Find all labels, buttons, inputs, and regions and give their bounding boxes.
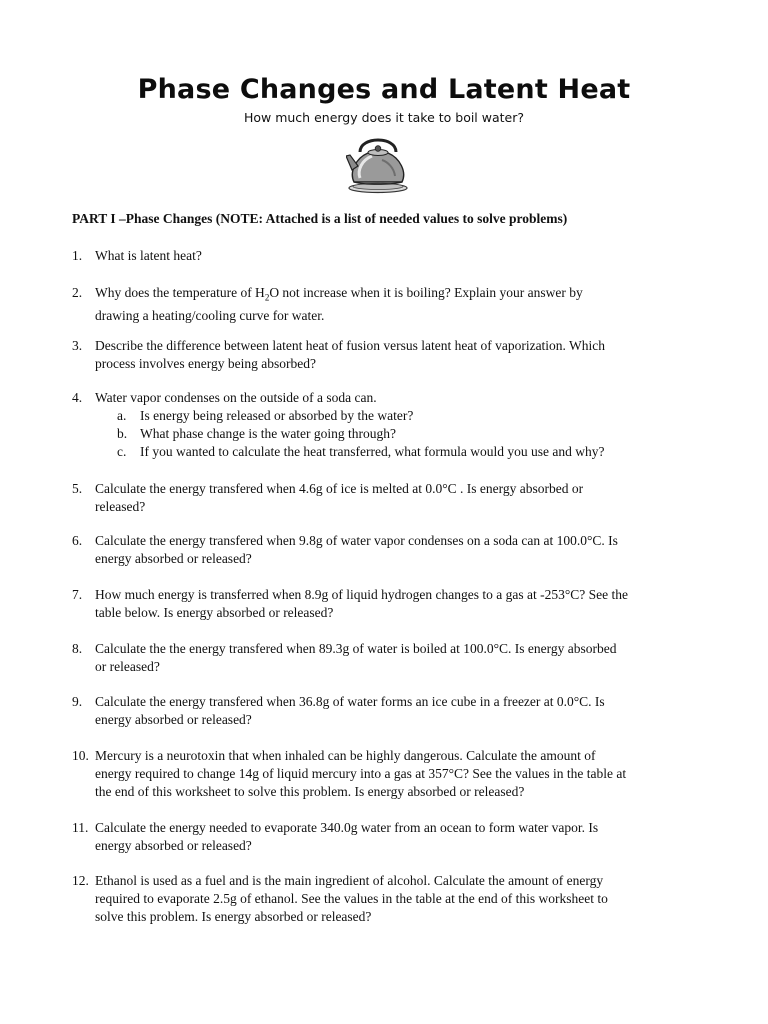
question-8	[72, 640, 702, 676]
question-text: table below. Is energy absorbed or released?	[95, 605, 334, 620]
question-text-line-2: drawing a heating/cooling curve for water.	[95, 307, 325, 323]
question-text: Calculate the energy transfered when 4.6g of ice is melted at 0.0°C . Is energy absorbed or	[95, 481, 584, 496]
question-text: energy absorbed or released?	[95, 712, 252, 727]
question-text: Calculate the energy transfered when 36.8g of water forms an ice cube in a freezer at 0.0°C. Is	[95, 694, 605, 709]
question-number: 9.	[72, 694, 83, 709]
question-number: 7.	[72, 587, 83, 602]
question-12	[72, 872, 702, 926]
question-text: Calculate the the energy transfered when 89.3g of water is boiled at 100.0°C. Is energy absorbed	[95, 641, 617, 656]
question-1	[72, 247, 702, 265]
question-number: 10.	[72, 748, 89, 763]
question-number: 1.	[72, 248, 83, 263]
question-text: the end of this worksheet to solve this problem. Is energy absorbed or released?	[95, 784, 525, 799]
page-subtitle: How much energy does it take to boil water?	[243, 110, 525, 125]
question-number: 8.	[72, 641, 83, 656]
question-text: How much energy is transferred when 8.9g of liquid hydrogen changes to a gas at -253°C? See the	[95, 587, 629, 602]
question-number: 6.	[72, 533, 83, 548]
question-number: 2.	[72, 285, 83, 300]
question-text: What is latent heat?	[95, 248, 202, 263]
question-text: solve this problem. Is energy absorbed or released?	[95, 909, 372, 924]
page-title: Phase Changes and Latent Heat	[137, 74, 631, 105]
question-number: 3.	[72, 338, 83, 353]
worksheet-page: Phase Changes and Latent Heat How much energy does it take to boil water? PART I –Phase Changes (NOTE: Attached is a list of needed values to solve problems) 1. What is latent heat? 2. Why does the temperature of $H_2O$ not increase when it is boiling? Explain your answer by drawing a heating/cooling curve for water. 3. Describe the difference between latent heat of fusion versus latent heat of vaporization. Which process involves energy being absorbed? 4. Water vapor condenses on the outside of a soda can. a. Is energy being released or absorbed by the water? b. What phase change is the water going through? c. If you wanted to calculate the heat transferred, what formula would you use and why? 5. Calculate the energy transfered when 4.6g of ice is melted at 0.0°C . Is energy absorbed or released? 6. Calculate the energy transfered when 9.8g of water vapor condenses on a soda can at 100.0°C. Is energy absorbed or released? 7. How much energy is transferred when 8.9g of liquid hydrogen changes to a gas at -253°C? See the table below. Is energy absorbed or released? 8. Calculate the the energy transfered when 89.3g of water is boiled at 100.0°C. Is energy absorbed or released? 9. Calculate the energy transfered when 36.8g of water forms an ice cube in a freezer at 0.0°C. Is energy absorbed or released? 10. Mercury is a neurotoxin that when inhaled can be highly dangerous. Calculate the amount of energy required to change 14g of liquid mercury into a gas at 357°C? See the values in the table at the end of this worksheet to solve this problem. Is energy absorbed or released? 11. Calculate the energy needed to evaporate 340.0g water from an ocean to form water vapor. Is energy absorbed or released? 12. Ethanol is used as a fuel and is the main ingredient of alcohol. Calculate the amount of energy required to evaporate 2.5g of ethanol. See the values in the table at the end of this worksheet to solve this problem. Is energy absorbed or released?	[0, 0, 768, 1024]
question-4	[72, 389, 702, 407]
question-text: process involves energy being absorbed?	[95, 356, 316, 371]
question-text: energy required to change 14g of liquid mercury into a gas at 357°C? See the values in the table at	[95, 766, 627, 781]
question-text: Ethanol is used as a fuel and is the main ingredient of alcohol. Calculate the amount of energy	[95, 873, 604, 888]
question-text: Describe the difference between latent heat of fusion versus latent heat of vaporization. Which	[95, 338, 606, 353]
question-5	[72, 480, 702, 516]
question-3	[72, 337, 702, 373]
question-number: 4.	[72, 390, 83, 405]
question-text: released?	[95, 499, 146, 514]
question-number: 12.	[72, 873, 89, 888]
part-1-heading: PART I –Phase Changes (NOTE: Attached is a list of needed values to solve problems)	[72, 211, 568, 226]
question-6	[72, 532, 702, 568]
question-text-line-1: Why does the temperature of $H_2O$ not increase when it is boiling? Explain your answer by	[95, 285, 583, 303]
question-11	[72, 819, 702, 855]
question-text: Calculate the energy transfered when 9.8g of water vapor condenses on a soda can at 100.0°C. Is	[95, 533, 618, 548]
question-text: energy absorbed or released?	[95, 838, 252, 853]
question-text: Calculate the energy needed to evaporate 340.0g water from an ocean to form water vapor. Is	[95, 820, 599, 835]
question-7	[72, 586, 702, 622]
question-2	[72, 284, 702, 325]
question-text: Mercury is a neurotoxin that when inhaled can be highly dangerous. Calculate the amount of	[95, 748, 596, 763]
question-number: 5.	[72, 481, 83, 496]
tea-kettle-icon	[346, 132, 410, 194]
question-text: required to evaporate 2.5g of ethanol. See the values in the table at the end of this worksheet to	[95, 891, 608, 906]
question-number: 11.	[72, 820, 89, 835]
question-9	[72, 693, 702, 729]
question-10	[72, 747, 702, 801]
question-text: or released?	[95, 659, 160, 674]
question-text: Water vapor condenses on the outside of a soda can.	[95, 390, 377, 405]
question-text: energy absorbed or released?	[95, 551, 252, 566]
